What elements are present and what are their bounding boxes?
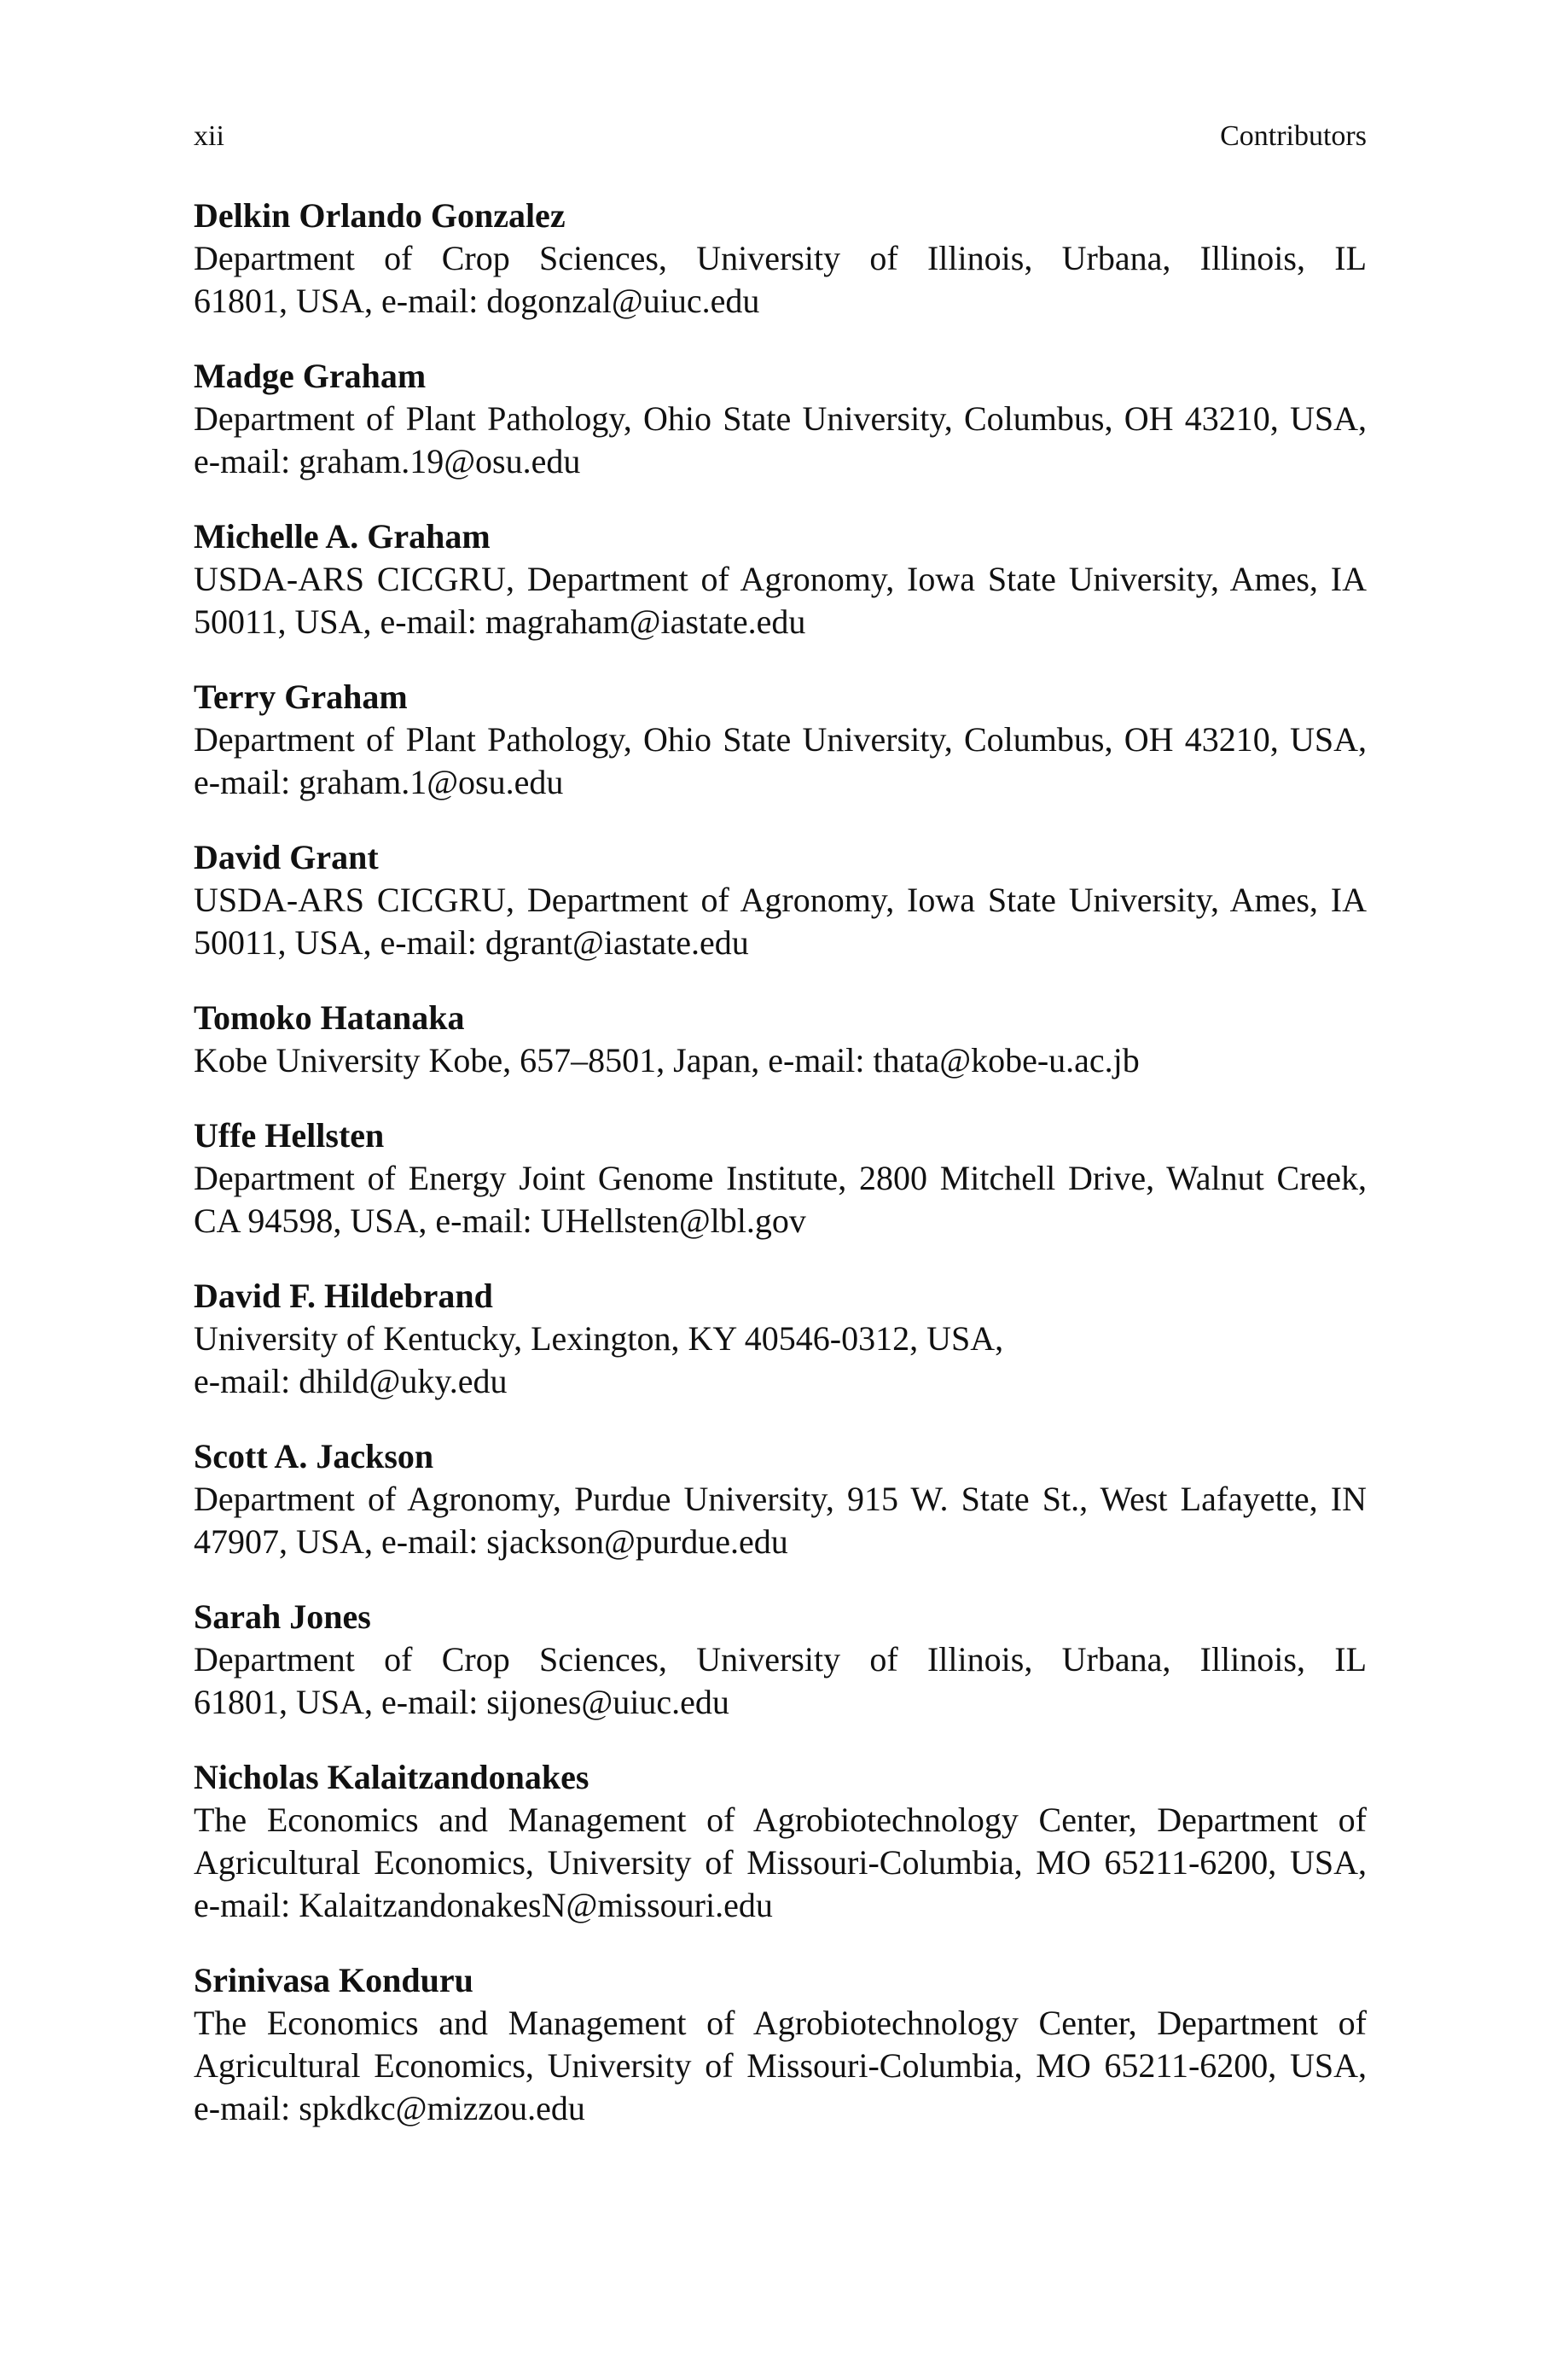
contributor-entry: [194, 515, 1367, 643]
contributor-name: Tomoko Hatanaka: [194, 998, 465, 1037]
affiliation-line: Agricultural Economics, University of Missouri-Columbia, MO 65211-6200, USA,: [194, 1843, 1367, 1882]
affiliation-line: e-mail: dhild@uky.edu: [194, 1362, 508, 1400]
contributor-list: [194, 195, 1367, 2130]
affiliation-line: e-mail: KalaitzandonakesN@missouri.edu: [194, 1886, 773, 1924]
contributor-name: Madge Graham: [194, 357, 427, 395]
affiliation-line: Department of Plant Pathology, Ohio State University, Columbus, OH 43210, USA,: [194, 720, 1367, 759]
contributor-entry: [194, 1959, 1367, 2130]
contributor-entry: [194, 1435, 1367, 1563]
page: [194, 119, 1367, 2162]
contributor-entry: [194, 836, 1367, 964]
contributor-entry: [194, 997, 1367, 1082]
contributor-name: Sarah Jones: [194, 1597, 371, 1636]
affiliation-line: 61801, USA, e-mail: dogonzal@uiuc.edu: [194, 282, 760, 320]
affiliation-line: USDA-ARS CICGRU, Department of Agronomy, Iowa State University, Ames, IA: [194, 560, 1367, 598]
affiliation-line: 61801, USA, e-mail: sijones@uiuc.edu: [194, 1683, 729, 1721]
contributor-name: Terry Graham: [194, 678, 408, 716]
contributor-name: Nicholas Kalaitzandonakes: [194, 1758, 589, 1796]
section-title: Contributors: [1220, 120, 1367, 152]
affiliation-line: 50011, USA, e-mail: magraham@iastate.edu: [194, 602, 806, 641]
affiliation-line: e-mail: graham.19@osu.edu: [194, 442, 581, 480]
contributor-name: Uffe Hellsten: [194, 1116, 385, 1155]
contributor-entry: [194, 195, 1367, 323]
affiliation-line: e-mail: spkdkc@mizzou.edu: [194, 2089, 585, 2127]
contributor-name: David Grant: [194, 838, 379, 876]
contributor-name: Srinivasa Konduru: [194, 1961, 473, 1999]
affiliation-line: University of Kentucky, Lexington, KY 40546-0312, USA,: [194, 1319, 1004, 1358]
contributor-entry: [194, 676, 1367, 804]
contributor-entry: [194, 355, 1367, 483]
affiliation-line: Department of Agronomy, Purdue University, 915 W. State St., West Lafayette, IN: [194, 1480, 1367, 1518]
affiliation-line: 50011, USA, e-mail: dgrant@iastate.edu: [194, 923, 749, 962]
affiliation-line: 47907, USA, e-mail: sjackson@purdue.edu: [194, 1522, 788, 1561]
affiliation-line: e-mail: graham.1@osu.edu: [194, 763, 564, 801]
contributor-entry: [194, 1275, 1367, 1403]
affiliation-line: Department of Crop Sciences, University of Illinois, Urbana, Illinois, IL: [194, 239, 1367, 277]
affiliation-line: The Economics and Management of Agrobiotechnology Center, Department of: [194, 2004, 1367, 2042]
running-head: [194, 119, 1367, 154]
page-number: xii: [194, 120, 224, 152]
contributor-entry: [194, 1596, 1367, 1724]
contributor-name: Scott A. Jackson: [194, 1437, 434, 1475]
affiliation-line: USDA-ARS CICGRU, Department of Agronomy, Iowa State University, Ames, IA: [194, 881, 1367, 919]
affiliation-line: Department of Energy Joint Genome Institute, 2800 Mitchell Drive, Walnut Creek,: [194, 1159, 1367, 1197]
contributor-name: Michelle A. Graham: [194, 517, 491, 556]
affiliation-line: CA 94598, USA, e-mail: UHellsten@lbl.gov: [194, 1201, 806, 1240]
contributor-name: David F. Hildebrand: [194, 1277, 493, 1315]
affiliation-line: Kobe University Kobe, 657–8501, Japan, e-mail: thata@kobe-u.ac.jb: [194, 1041, 1140, 1079]
affiliation-line: Agricultural Economics, University of Missouri-Columbia, MO 65211-6200, USA,: [194, 2046, 1367, 2085]
affiliation-line: The Economics and Management of Agrobiotechnology Center, Department of: [194, 1801, 1367, 1839]
contributor-entry: [194, 1114, 1367, 1242]
contributor-name: Delkin Orlando Gonzalez: [194, 196, 566, 235]
affiliation-line: Department of Plant Pathology, Ohio State University, Columbus, OH 43210, USA,: [194, 399, 1367, 438]
affiliation-line: Department of Crop Sciences, University of Illinois, Urbana, Illinois, IL: [194, 1640, 1367, 1679]
contributor-entry: [194, 1756, 1367, 1927]
